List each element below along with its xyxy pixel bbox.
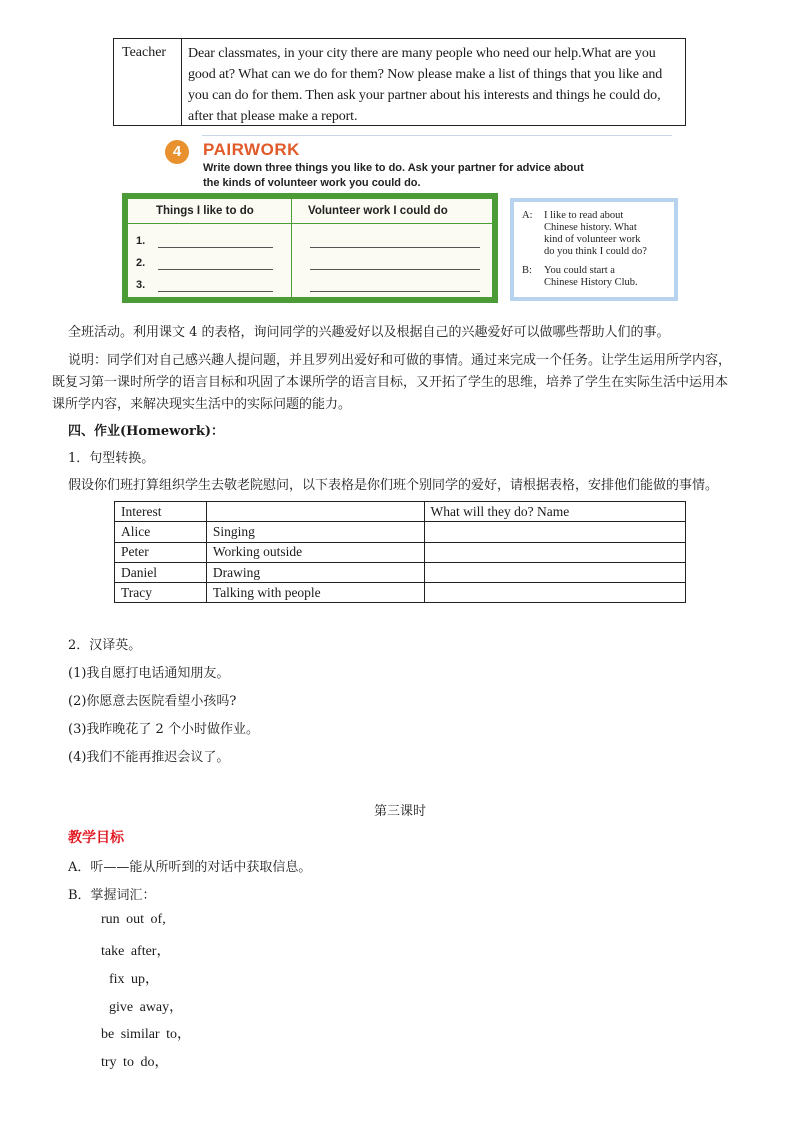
pairwork-instruction — [203, 161, 673, 191]
teacher-speech-line: you can do for them. Then ask your partner about his interests and things he could do, — [188, 88, 661, 103]
dialogue-line: You could start a — [544, 265, 615, 276]
table-row — [115, 542, 686, 562]
student-name-cell: Tracy — [115, 583, 207, 603]
answer-cell — [424, 542, 686, 562]
translation-item: (3)我昨晚花了 2 个小时做作业。 — [68, 722, 259, 737]
pairwork-textbook-image — [120, 130, 682, 305]
blank-line — [158, 291, 273, 292]
answer-cell — [424, 562, 686, 582]
student-name-cell: Peter — [115, 542, 207, 562]
row-number: 2. — [136, 257, 146, 269]
goal-b: B．掌握词汇： — [68, 888, 156, 903]
table-header-row — [115, 502, 686, 522]
blank-line — [310, 291, 480, 292]
explanation-line: 既复习第一课时所学的语言目标和巩固了本课所学的语言目标，又开拓了学生的思维，培养了学生在实际生活中运用本 — [52, 375, 729, 390]
speaker-label: B: — [522, 265, 532, 276]
table-row — [115, 562, 686, 582]
lesson-title: 第三课时 — [373, 804, 426, 819]
vocab-item: be similar to， — [101, 1027, 191, 1042]
activity-paragraph: 全班活动。利用课文 4 的表格，询问同学的兴趣爱好以及根据自己的兴趣爱好可以做哪些帮助人们的事。 — [68, 325, 670, 340]
dialogue-line: Chinese history. What — [544, 222, 637, 233]
dialogue-b — [522, 265, 672, 289]
vocab-item: run out of, — [101, 912, 166, 927]
vocab-item: take after， — [101, 944, 171, 959]
row-number: 3. — [136, 279, 146, 291]
teaching-goals-heading: 教学目标 — [68, 830, 124, 846]
table-header-cell: Interest — [115, 502, 207, 522]
dialogue-a — [522, 210, 672, 258]
blank-line — [158, 269, 273, 270]
blank-line — [310, 269, 480, 270]
vocab-item: try to do， — [101, 1055, 169, 1070]
table-header-cell: What will they do? Name — [424, 502, 686, 522]
table-header-cell — [206, 502, 424, 522]
teacher-speech-line: after that please make a report. — [188, 109, 358, 124]
teacher-speech-line: Dear classmates, in your city there are many people who need our help.What are you — [188, 46, 656, 61]
interest-cell: Singing — [206, 522, 424, 542]
homework-heading: 四、作业(Homework)： — [68, 424, 225, 439]
teacher-speech-line: good at? What can we do for them? Now please make a list of things that you like and — [188, 67, 663, 82]
dialogue-line: kind of volunteer work — [544, 234, 641, 245]
item-1-description: 假设你们班打算组织学生去敬老院慰问，以下表格是你们班个别同学的爱好，请根据表格，安排他们能做的事情。 — [68, 478, 719, 493]
speaker-label: A: — [522, 210, 533, 221]
dialogue-line: I like to read about — [544, 210, 624, 221]
item-2-heading: 2．汉译英。 — [68, 638, 142, 653]
answer-cell — [424, 583, 686, 603]
header-divider — [128, 223, 492, 224]
blank-line — [158, 247, 273, 248]
teacher-speech-cell — [182, 39, 685, 125]
answer-cell — [424, 522, 686, 542]
column-divider — [291, 199, 292, 297]
interest-table — [114, 501, 686, 603]
pairwork-title: PAIRWORK — [203, 140, 300, 159]
activity-number-badge: 4 — [165, 140, 189, 164]
table-row — [115, 522, 686, 542]
explanation-line: 说明：同学们对自己感兴趣人提问题，并且罗列出爱好和可做的事情。通过来完成一个任务。让学生运用所学内容， — [68, 353, 732, 368]
divider — [202, 135, 672, 136]
sample-dialogue-box — [510, 198, 678, 301]
col-header-volunteer: Volunteer work I could do — [308, 205, 448, 217]
vocab-item: fix up， — [109, 972, 160, 987]
dialogue-text — [544, 210, 672, 258]
teacher-role-cell: Teacher — [114, 39, 182, 125]
translation-item: (2)你愿意去医院看望小孩吗? — [68, 694, 237, 709]
dialogue-line: Chinese History Club. — [544, 277, 638, 288]
instruction-line: Write down three things you like to do. Ask your partner for advice about — [203, 162, 584, 174]
translation-item: (4)我们不能再推迟会议了。 — [68, 750, 230, 765]
student-name-cell: Alice — [115, 522, 207, 542]
goal-a: A．听——能从所听到的对话中获取信息。 — [68, 860, 312, 875]
table-row — [115, 583, 686, 603]
dialogue-line: do you think I could do? — [544, 246, 647, 257]
interest-cell: Talking with people — [206, 583, 424, 603]
interest-cell: Working outside — [206, 542, 424, 562]
item-1-heading: 1．句型转换。 — [68, 451, 155, 466]
instruction-line: the kinds of volunteer work you could do. — [203, 177, 421, 189]
teacher-instruction-table — [113, 38, 686, 126]
dialogue-text — [544, 265, 672, 289]
translation-item: (1)我自愿打电话通知朋友。 — [68, 666, 230, 681]
explanation-line: 课所学内容，来解决现实生活中的实际问题的能力。 — [52, 397, 352, 412]
things-volunteer-table — [122, 193, 498, 303]
student-name-cell: Daniel — [115, 562, 207, 582]
row-number: 1. — [136, 235, 146, 247]
interest-cell: Drawing — [206, 562, 424, 582]
col-header-things: Things I like to do — [156, 205, 254, 217]
blank-line — [310, 247, 480, 248]
vocab-item: give away， — [109, 1000, 184, 1015]
